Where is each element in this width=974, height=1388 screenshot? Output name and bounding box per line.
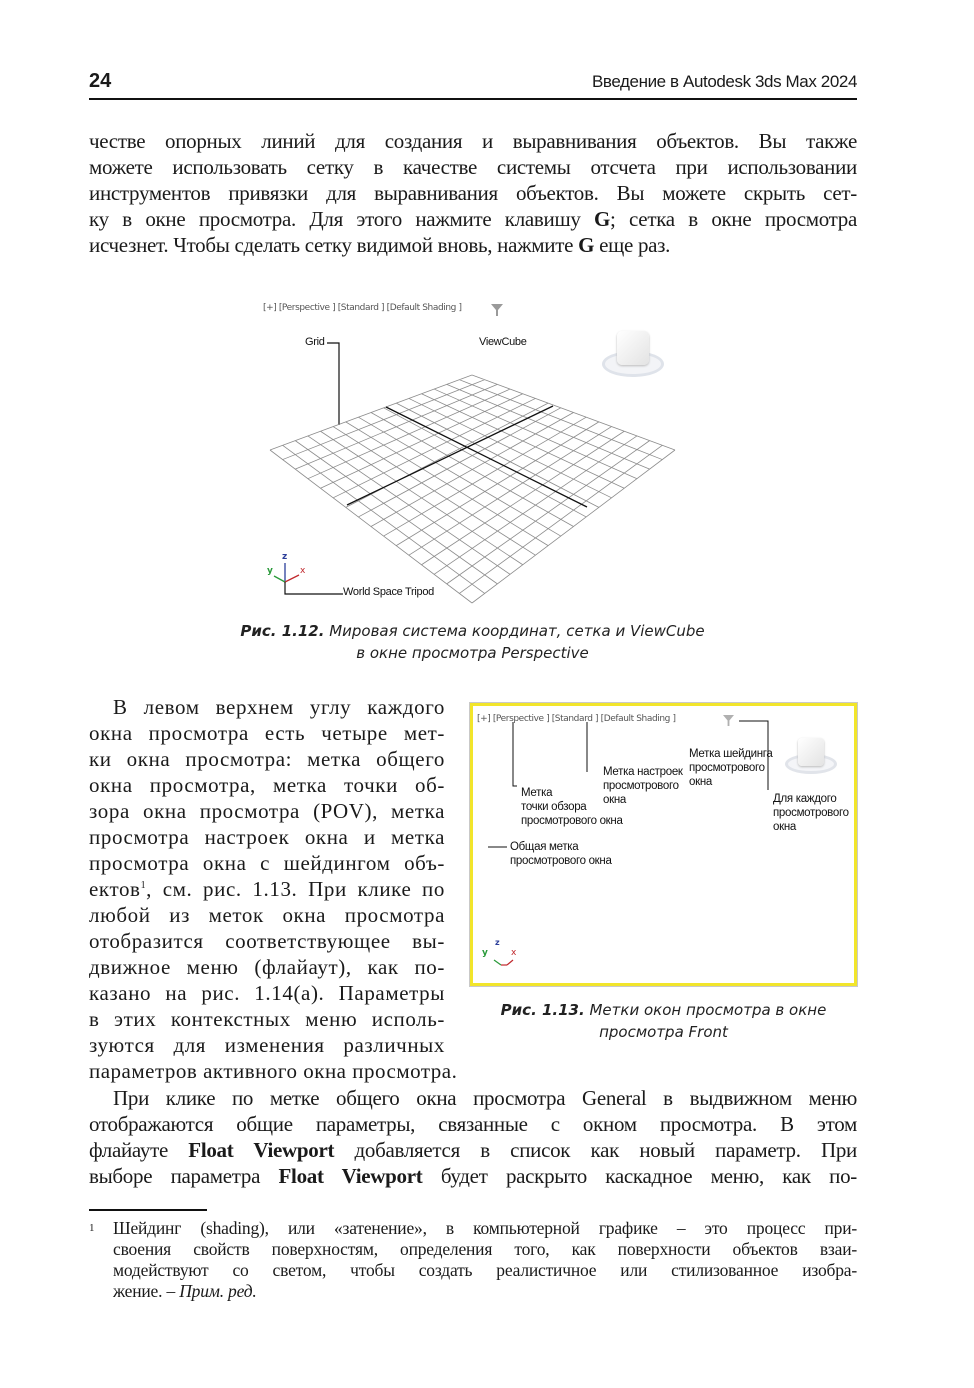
text-line: отображаются общие параметры, связанные с окном просмотра. В этом (89, 1112, 857, 1136)
footnote (89, 1218, 857, 1302)
text-line (89, 1163, 857, 1189)
callout-line: просмотрового окна (510, 855, 612, 867)
text-line: просмотра настроек окна и метка (89, 825, 445, 849)
callout-line: окна (689, 776, 712, 788)
figure-1-13 (470, 703, 857, 986)
text-line: в этих контекстных меню исполь- (89, 1007, 445, 1031)
header-rule (89, 98, 857, 100)
intro-paragraph (89, 128, 857, 258)
text-fragment: добавляется в список как новый параметр. При (334, 1138, 857, 1162)
axis-y-label: y (482, 948, 488, 958)
caption-text: просмотра Front (599, 1023, 728, 1041)
figure-1-12-caption (200, 620, 745, 664)
key-g: G (578, 233, 595, 257)
footnote-line: модействуют со светом, чтобы создать реалистичное или стилизованное изобра- (113, 1260, 857, 1280)
axis-x-label: x (300, 566, 306, 576)
viewport-labels: [+] [Perspective ] [Standard ] [Default Shading ] (477, 714, 676, 724)
callout-line: окна (603, 794, 626, 806)
text-line: любой из меток окна просмотра (89, 903, 445, 927)
text-line (89, 206, 857, 232)
text-fragment: При клике по метке общего окна просмотра General в выдвижном меню (113, 1086, 857, 1110)
text-line: честве опорных линий для создания и выравнивания объектов. Вы также (89, 129, 857, 153)
text-line: зора окна просмотра (POV), метка (89, 799, 445, 823)
callout-line: точки обзора (521, 801, 587, 813)
text-fragment: выборе параметра (89, 1164, 279, 1188)
callout-line: просмотрового (603, 780, 679, 792)
text-line (89, 1085, 857, 1111)
grid-callout: Grid (305, 336, 325, 348)
page-number: 24 (89, 70, 112, 92)
text-fragment: В левом верхнем углу каждого (113, 695, 445, 719)
text-line: казано на рис. 1.14(а). Параметры (89, 981, 445, 1005)
caption-number: Рис. 1.12. (240, 622, 325, 640)
callout-line: просмотрового окна (521, 815, 623, 827)
caption-number: Рис. 1.13. (500, 1001, 585, 1019)
viewcube-icon[interactable] (785, 734, 837, 778)
key-g: G (593, 207, 611, 231)
viewcube-icon[interactable] (600, 325, 666, 381)
text-line (89, 232, 857, 258)
footnote-ref[interactable]: 1 (140, 880, 147, 891)
callout-line: Метка шейдинга (689, 748, 773, 760)
figure-1-12 (255, 295, 695, 610)
text-fragment: жение. – (113, 1281, 180, 1301)
text-line (89, 694, 445, 720)
text-fragment: будет раскрыто каскадное меню, как по- (422, 1164, 858, 1188)
footnote-line: своения свойств поверхностям, определения того, как поверхности объектов взаи- (113, 1239, 857, 1259)
bottom-paragraph (89, 1085, 857, 1189)
float-viewport-term: Float Viewport (278, 1164, 423, 1188)
shading-label-callout (689, 747, 773, 789)
axis-x-label: x (511, 948, 517, 958)
text-fragment: исчезнет. Чтобы сделать сетку видимой вновь, нажмите (89, 233, 579, 257)
text-fragment: ; сетка в окне просмотра (610, 207, 857, 231)
callout-line: просмотрового (689, 762, 765, 774)
text-line: окна просмотра есть четыре мет- (89, 721, 445, 745)
callout-line: Метка (521, 787, 553, 799)
per-viewport-callout (773, 792, 849, 834)
figure-1-13-caption (470, 999, 857, 1043)
tripod-callout: World Space Tripod (343, 586, 435, 598)
settings-label-callout (603, 765, 683, 807)
caption-text: в окне просмотра Perspective (356, 644, 589, 662)
text-line (89, 876, 445, 902)
callout-line: Общая метка (510, 841, 579, 853)
left-paragraph-last-line: параметров активного окна просмотра. (89, 1059, 458, 1083)
float-viewport-term: Float Viewport (188, 1138, 335, 1162)
viewport-labels: [+] [Perspective ] [Standard ] [Default Shading ] (263, 303, 462, 313)
text-fragment: , см. рис. 1.13. При клике по (146, 877, 445, 901)
text-line: окна просмотра, метка точки об- (89, 773, 445, 797)
caption-text: Мировая система координат, сетка и ViewCube (329, 622, 705, 640)
callout-line: Метка настроек (603, 766, 683, 778)
text-fragment: ектов (89, 877, 141, 901)
axis-z-label: z (495, 938, 500, 947)
text-line: отобразится соответствующее вы- (89, 929, 445, 953)
viewcube-callout: ViewCube (479, 336, 527, 348)
text-line (89, 1137, 857, 1163)
caption-text: Метки окон просмотра в окне (589, 1001, 827, 1019)
footnote-marker: 1 (89, 1222, 95, 1234)
footnote-line: Шейдинг (shading), или «затенение», в компьютерной графике – это процесс при- (113, 1218, 857, 1238)
callout-line: просмотрового (773, 807, 849, 819)
axis-y-label: y (267, 566, 273, 576)
callout-line: окна (773, 821, 796, 833)
footnote-rule (89, 1209, 207, 1211)
text-line: ки окна просмотра: метка общего (89, 747, 445, 771)
footnote-line (113, 1281, 857, 1302)
text-fragment: флайауте (89, 1138, 189, 1162)
general-label-callout (510, 840, 612, 868)
running-title: Введение в Autodesk 3ds Max 2024 (591, 72, 857, 91)
text-line: просмотра окна с шейдингом объ- (89, 851, 445, 875)
text-line: можете использовать сетку в качестве системы отсчета при использовании (89, 155, 857, 179)
editor-note: Прим. ред. (179, 1281, 257, 1301)
text-line: зуются для изменения различных (89, 1033, 445, 1057)
text-fragment: еще раз. (594, 233, 671, 257)
axis-z-label: z (282, 552, 288, 562)
text-fragment: ку в окне просмотра. Для этого нажмите клавишу (89, 207, 594, 231)
left-paragraph (89, 694, 445, 1058)
callout-line: Для каждого (773, 793, 837, 805)
text-line: инструментов привязки для выравнивания объектов. Вы можете скрыть сет- (89, 181, 857, 205)
text-line: движное меню (флайаут), как по- (89, 955, 445, 979)
